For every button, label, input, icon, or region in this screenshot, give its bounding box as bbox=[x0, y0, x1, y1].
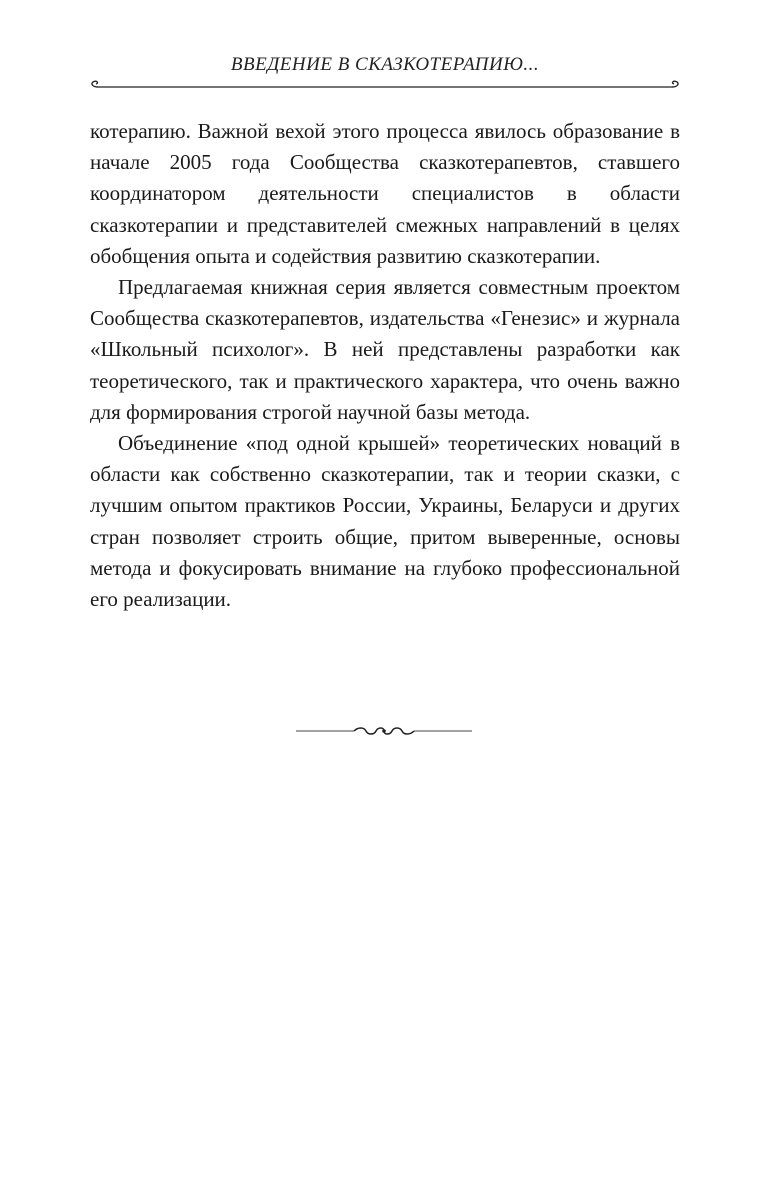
paragraph-unification: Объединение «под одной крышей» теоретических новаций в области как собственно сказкотерапии, так и теории сказки, с лучшим опытом практиков России, Украины, Беларуси и других стран позволяет строить общие, притом выверенные, основы метода и фокусировать внимание на глубоко профессиональной его реализации. bbox=[90, 431, 680, 612]
body-text bbox=[90, 116, 680, 615]
running-header bbox=[90, 52, 680, 78]
flourish-rule-icon bbox=[88, 78, 682, 94]
paragraph-series: Предлагаемая книжная серия является совместным проектом Сообщества сказкотерапевтов, издательства «Генезис» и журнала «Школьный психолог». В ней представлены разработки как теоретического, так и практического характера, что очень важно для формирования строгой научной базы метода. bbox=[90, 275, 680, 424]
running-title: ВВЕДЕНИЕ В СКАЗКОТЕРАПИЮ... bbox=[230, 54, 540, 75]
scroll-ornament-icon bbox=[294, 720, 474, 742]
paragraph-continued: котерапию. Важной вехой этого процесса явилось образование в начале 2005 года Сообщества сказкотерапевтов, ставшего координатором деятельности специалистов в области сказкотерапии и представителей смежных направлений в целях обобщения опыта и содействия развитию сказкотерапии. bbox=[90, 119, 680, 268]
